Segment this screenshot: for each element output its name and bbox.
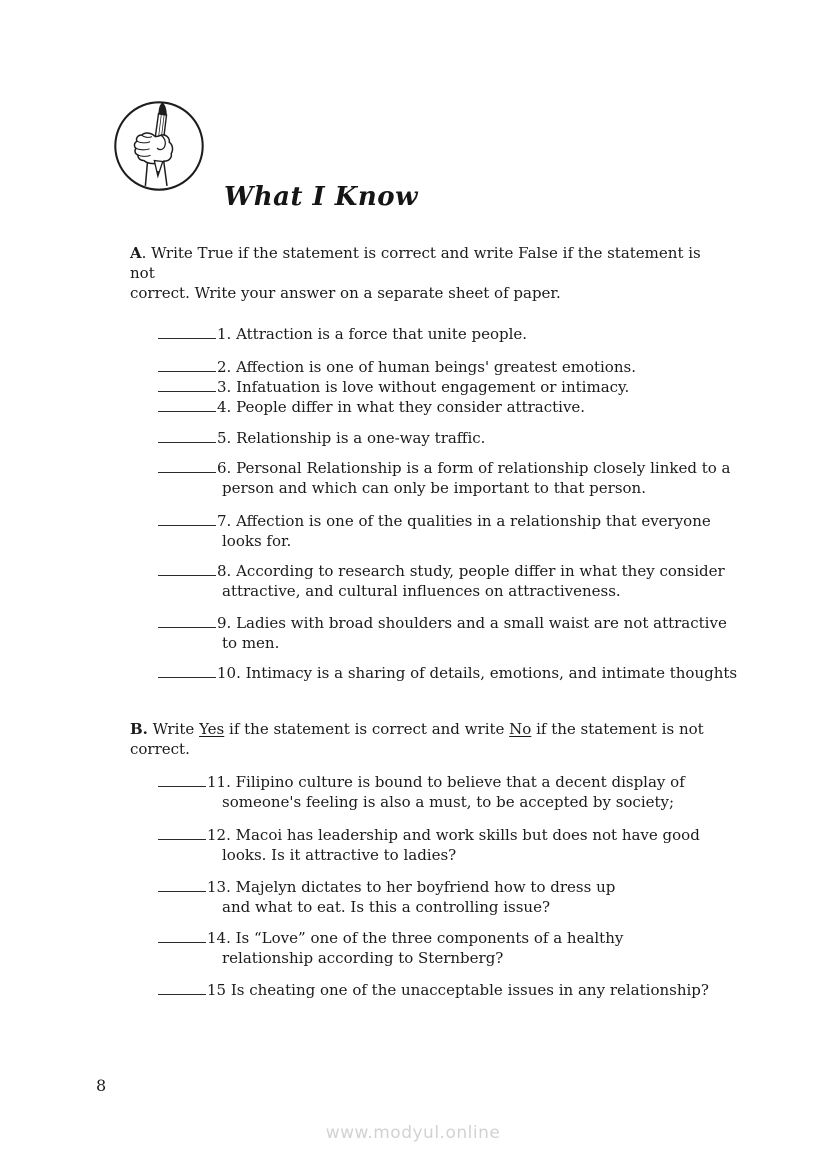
question-2 [158, 357, 730, 377]
question-13 [158, 877, 730, 917]
question-14-line1: 14. Is “Love” one of the three components of a healthy [207, 929, 624, 947]
answer-blank-8[interactable] [158, 562, 216, 576]
question-13-line1: 13. Majelyn dictates to her boyfriend how to dress up [207, 878, 616, 896]
section-b-instr-p3: if the statement is not [531, 720, 704, 738]
section-a-instructions [130, 243, 730, 303]
question-9-line1: 9. Ladies with broad shoulders and a small waist are not attractive [217, 614, 727, 632]
question-2-text: 2. Affection is one of human beings' greatest emotions. [217, 358, 636, 376]
question-5-text: 5. Relationship is a one-way traffic. [217, 429, 486, 447]
question-13-line2: and what to eat. Is this a controlling issue? [222, 898, 550, 916]
question-9-line2: to men. [222, 634, 280, 652]
question-11-line2: someone's feeling is also a must, to be accepted by society; [222, 793, 675, 811]
page-number: 8 [96, 1076, 107, 1095]
question-4-text: 4. People differ in what they consider attractive. [217, 398, 586, 416]
section-a-instr-line1: . Write True if the statement is correct and write False if the statement is not [130, 244, 701, 282]
question-8-line2: attractive, and cultural influences on attractiveness. [222, 582, 621, 600]
question-9 [158, 613, 730, 653]
question-15-text: 15 Is cheating one of the unacceptable issues in any relationship? [207, 981, 709, 999]
answer-blank-10[interactable] [158, 664, 216, 678]
question-15 [158, 980, 730, 1000]
worksheet-content [130, 243, 738, 1012]
question-4 [158, 397, 730, 417]
question-14 [158, 928, 730, 968]
question-6 [158, 458, 730, 498]
question-6-line2: person and which can only be important to that person. [222, 479, 646, 497]
question-3-text: 3. Infatuation is love without engagement or intimacy. [217, 378, 630, 396]
question-1 [158, 324, 730, 344]
question-8-line1: 8. According to research study, people differ in what they consider [217, 562, 725, 580]
page-title: What I Know [224, 182, 418, 212]
answer-blank-13[interactable] [158, 878, 206, 892]
answer-blank-15[interactable] [158, 981, 206, 995]
hand-writing-pencil-graphic [112, 99, 206, 193]
question-1-text: 1. Attraction is a force that unite people. [217, 325, 528, 343]
answer-blank-5[interactable] [158, 429, 216, 443]
question-11 [158, 772, 730, 812]
answer-blank-3[interactable] [158, 378, 216, 392]
question-14-line2: relationship according to Sternberg? [222, 949, 504, 967]
question-7-line2: looks for. [222, 532, 292, 550]
question-10 [158, 663, 738, 683]
section-a-instr-line2: correct. Write your answer on a separate sheet of paper. [130, 284, 561, 302]
question-7-line1: 7. Affection is one of the qualities in a relationship that everyone [217, 512, 711, 530]
question-3 [158, 377, 730, 397]
section-a-label: A [130, 244, 142, 262]
question-12 [158, 825, 730, 865]
answer-blank-11[interactable] [158, 773, 206, 787]
hand-writing-pencil-icon [112, 99, 206, 193]
question-12-line2: looks. Is it attractive to ladies? [222, 846, 457, 864]
question-7 [158, 511, 730, 551]
answer-blank-4[interactable] [158, 398, 216, 412]
watermark: www.modyul.online [325, 1123, 501, 1143]
answer-blank-2[interactable] [158, 358, 216, 372]
section-b-instr-line2: correct. [130, 740, 190, 758]
answer-blank-6[interactable] [158, 459, 216, 473]
section-b-no-word: No [509, 720, 532, 738]
section-b-instr-p2: if the statement is correct and write [224, 720, 510, 738]
section-b-yes-word: Yes [199, 720, 225, 738]
section-b-instr-p1: Write [147, 720, 200, 738]
question-6-line1: 6. Personal Relationship is a form of relationship closely linked to a [217, 459, 731, 477]
answer-blank-1[interactable] [158, 325, 216, 339]
answer-blank-9[interactable] [158, 614, 216, 628]
question-8 [158, 561, 730, 601]
question-5 [158, 428, 730, 448]
answer-blank-12[interactable] [158, 826, 206, 840]
section-b-instructions [130, 719, 730, 759]
question-10-text: 10. Intimacy is a sharing of details, emotions, and intimate thoughts [217, 664, 738, 682]
section-b-label: B. [130, 720, 148, 738]
question-11-line1: 11. Filipino culture is bound to believe that a decent display of [207, 773, 685, 791]
answer-blank-14[interactable] [158, 929, 206, 943]
question-12-line1: 12. Macoi has leadership and work skills but does not have good [207, 826, 700, 844]
answer-blank-7[interactable] [158, 512, 216, 526]
